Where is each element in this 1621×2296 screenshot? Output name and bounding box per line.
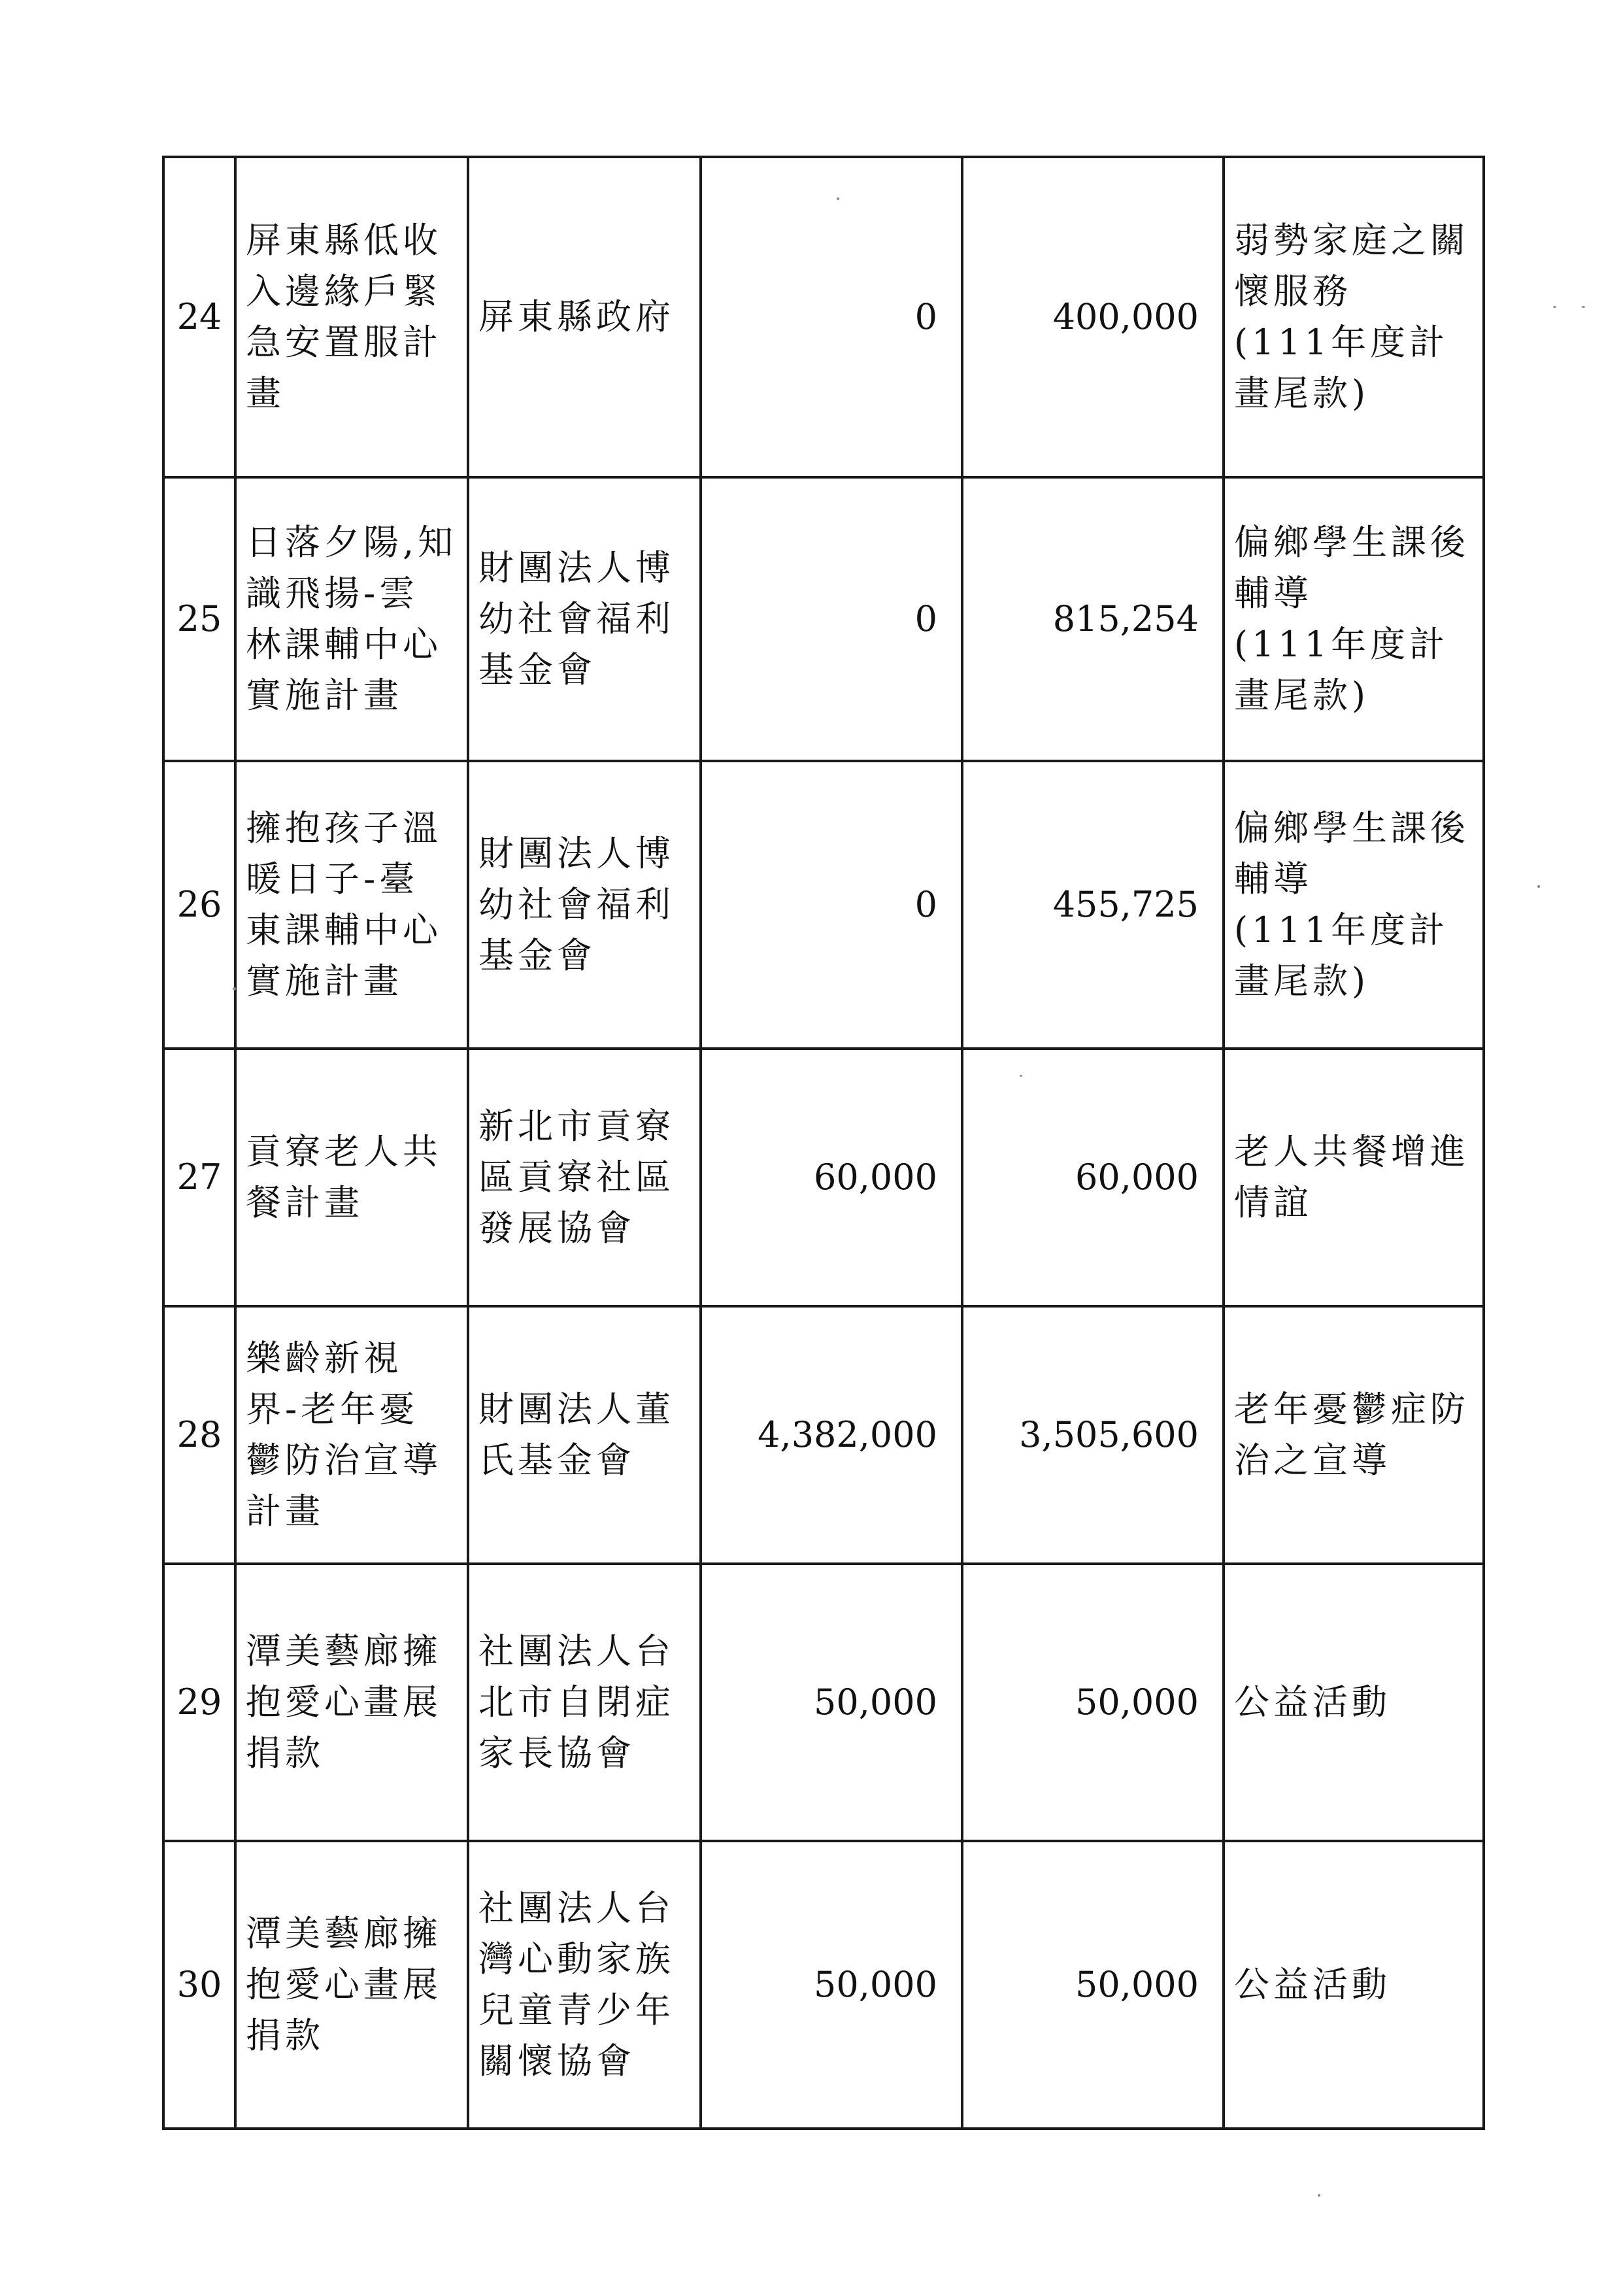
- scan-speck: [1020, 1075, 1022, 1077]
- project-name: 日落夕陽,知識飛揚-雲林課輔中心實施計畫: [235, 477, 468, 761]
- amount-a: 60,000: [701, 1049, 962, 1306]
- project-name: 潭美藝廊擁抱愛心畫展捐款: [235, 1564, 468, 1841]
- purpose: 老年憂鬱症防治之宣導: [1224, 1306, 1484, 1564]
- amount-a: 50,000: [701, 1564, 962, 1841]
- table-row: [163, 477, 1484, 761]
- project-name: 貢寮老人共餐計畫: [235, 1049, 468, 1306]
- row-number: 29: [163, 1564, 235, 1841]
- project-name: 樂齡新視界-老年憂鬱防治宣導計畫: [235, 1306, 468, 1564]
- purpose: 老人共餐增進情誼: [1224, 1049, 1484, 1306]
- scan-speck: [1582, 306, 1585, 308]
- amount-b: 3,505,600: [962, 1306, 1224, 1564]
- row-number: 26: [163, 761, 235, 1049]
- organization: 社團法人台灣心動家族兒童青少年關懷協會: [468, 1841, 701, 2129]
- purpose: 公益活動: [1224, 1841, 1484, 2129]
- amount-b: 455,725: [962, 761, 1224, 1049]
- scan-speck: [1553, 306, 1556, 308]
- scan-speck: [1318, 2194, 1320, 2197]
- amount-a: 0: [701, 761, 962, 1049]
- table-row: [163, 761, 1484, 1049]
- row-number: 24: [163, 157, 235, 477]
- organization: 財團法人博幼社會福利基金會: [468, 477, 701, 761]
- scan-speck: [1537, 885, 1540, 888]
- scan-speck: [233, 987, 236, 990]
- row-number: 28: [163, 1306, 235, 1564]
- amount-b: 50,000: [962, 1841, 1224, 2129]
- row-number: 27: [163, 1049, 235, 1306]
- purpose: 公益活動: [1224, 1564, 1484, 1841]
- table-row: [163, 1564, 1484, 1841]
- table-row: [163, 1841, 1484, 2129]
- organization: 新北市貢寮區貢寮社區發展協會: [468, 1049, 701, 1306]
- row-number: 25: [163, 477, 235, 761]
- project-name: 屏東縣低收入邊緣戶緊急安置服計畫: [235, 157, 468, 477]
- purpose: 偏鄉學生課後輔導 (111年度計畫尾款): [1224, 477, 1484, 761]
- organization: 財團法人董氏基金會: [468, 1306, 701, 1564]
- scan-speck: [837, 197, 839, 200]
- organization: 屏東縣政府: [468, 157, 701, 477]
- amount-a: 0: [701, 157, 962, 477]
- amount-a: 0: [701, 477, 962, 761]
- amount-b: 400,000: [962, 157, 1224, 477]
- table-row: [163, 1049, 1484, 1306]
- row-number: 30: [163, 1841, 235, 2129]
- organization: 財團法人博幼社會福利基金會: [468, 761, 701, 1049]
- project-name: 擁抱孩子溫暖日子-臺東課輔中心實施計畫: [235, 761, 468, 1049]
- purpose: 弱勢家庭之關懷服務 (111年度計畫尾款): [1224, 157, 1484, 477]
- project-name: 潭美藝廊擁抱愛心畫展捐款: [235, 1841, 468, 2129]
- purpose: 偏鄉學生課後輔導 (111年度計畫尾款): [1224, 761, 1484, 1049]
- amount-b: 60,000: [962, 1049, 1224, 1306]
- amount-a: 4,382,000: [701, 1306, 962, 1564]
- amount-a: 50,000: [701, 1841, 962, 2129]
- table-row: [163, 1306, 1484, 1564]
- organization: 社團法人台北市自閉症家長協會: [468, 1564, 701, 1841]
- amount-b: 815,254: [962, 477, 1224, 761]
- amount-b: 50,000: [962, 1564, 1224, 1841]
- table-row: [163, 157, 1484, 477]
- grant-table: [162, 156, 1485, 2130]
